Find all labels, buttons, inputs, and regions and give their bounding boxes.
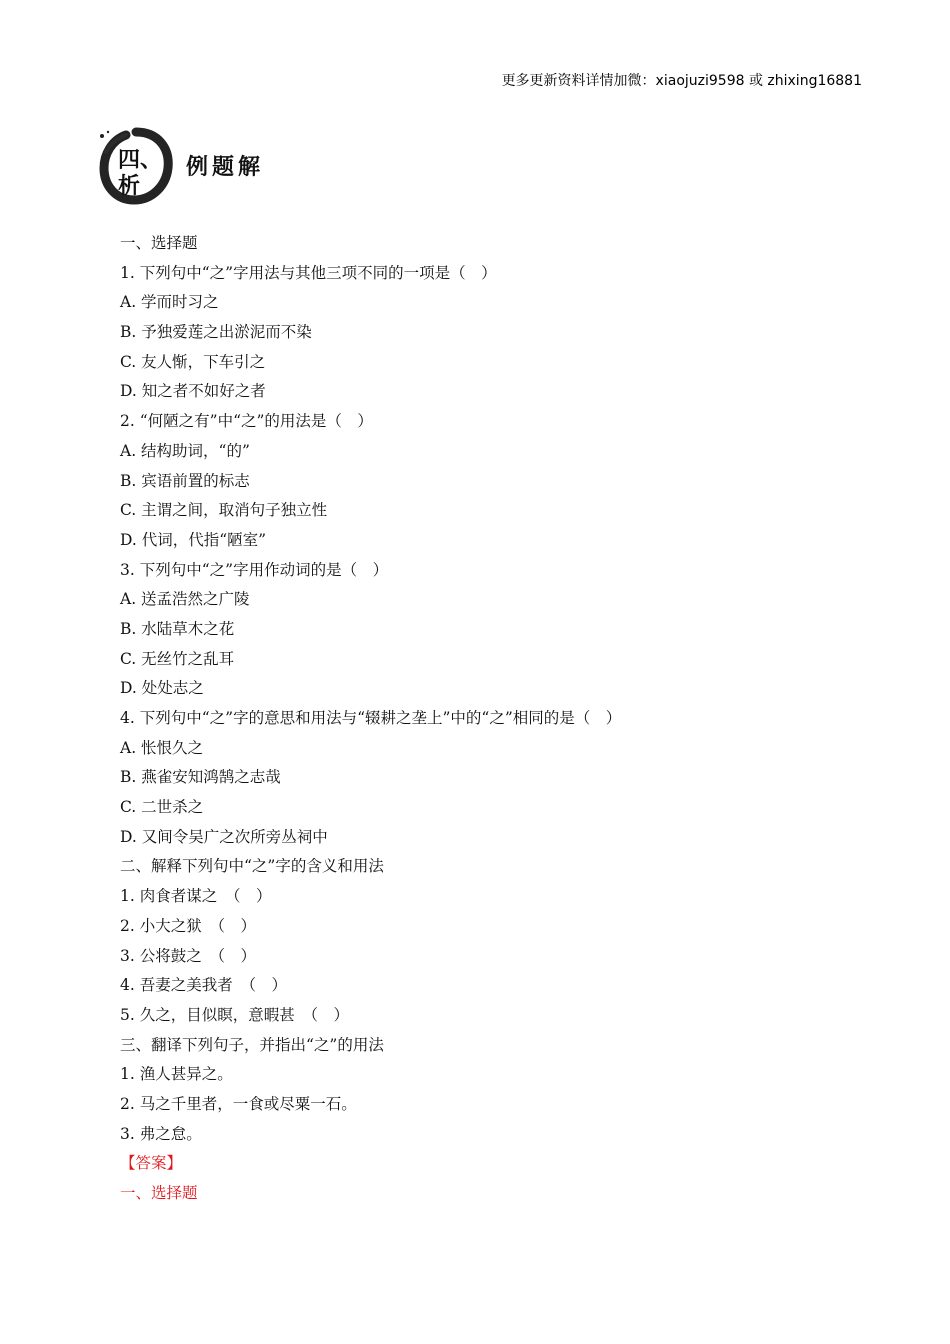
- text-line: A. 送孟浩然之广陵: [120, 590, 250, 609]
- text-line: 5. 久之，目似瞑，意暇甚 （ ）: [120, 1005, 349, 1024]
- text-line: 1. 肉食者谋之 （ ）: [120, 887, 272, 906]
- text-line: 1. 下列句中“之”字用法与其他三项不同的一项是（ ）: [120, 263, 497, 282]
- section-number: [118, 148, 163, 200]
- text-line: D. 处处志之: [120, 679, 204, 698]
- text-line: C. 友人惭，下车引之: [120, 352, 266, 371]
- text-line: 二、解释下列句中“之”字的含义和用法: [120, 857, 384, 876]
- text-line: 一、选择题: [120, 234, 198, 252]
- text-line: 3. 公将鼓之 （ ）: [120, 946, 256, 965]
- section-title: 例题解: [186, 155, 265, 180]
- text-line: A. 结构助词，“的”: [120, 441, 250, 460]
- text-line: 2. “何陋之有”中“之”的用法是（ ）: [120, 412, 373, 431]
- text-line: C. 主谓之间，取消句子独立性: [120, 501, 328, 520]
- text-line: D. 又间令吴广之次所旁丛祠中: [120, 827, 328, 846]
- text-line: 3. 下列句中“之”字用作动词的是（ ）: [120, 560, 389, 579]
- text-line: 1. 渔人甚异之。: [120, 1065, 233, 1084]
- section-heading: [96, 126, 316, 206]
- text-line: B. 燕雀安知鸿鹄之志哉: [120, 768, 281, 787]
- text-line: C. 二世杀之: [120, 798, 204, 817]
- header-note: 更多更新资料详情加微：xiaojuzi9598 或 zhixing16881: [501, 73, 862, 89]
- text-line: 4. 下列句中“之”字的意思和用法与“辍耕之垄上”中的“之”相同的是（ ）: [120, 709, 622, 727]
- text-line: C. 无丝竹之乱耳: [120, 649, 235, 668]
- text-line: B. 予独爱莲之出淤泥而不染: [120, 323, 312, 342]
- text-line: A. 学而时习之: [120, 293, 219, 312]
- text-line: 4. 吾妻之美我者 （ ）: [120, 976, 287, 995]
- text-line: 3. 弗之怠。: [120, 1124, 202, 1143]
- text-line: 2. 马之千里者，一食或尽粟一石。: [120, 1094, 357, 1113]
- text-line: 三、翻译下列句子，并指出“之”的用法: [120, 1035, 384, 1054]
- text-line: D. 代词，代指“陋室”: [120, 530, 267, 549]
- text-line: 2. 小大之狱 （ ）: [120, 916, 256, 935]
- question-content: [120, 229, 860, 1209]
- text-line: B. 水陆草木之花: [120, 619, 235, 638]
- answer-section-heading: 一、选择题: [120, 1184, 198, 1202]
- section-number-line1: 四、: [118, 148, 163, 173]
- answer-label: 【答案】: [120, 1154, 183, 1173]
- section-number-line2: 析: [118, 174, 141, 199]
- text-line: D. 知之者不如好之者: [120, 382, 266, 401]
- text-line: A. 怅恨久之: [120, 738, 204, 757]
- text-line: B. 宾语前置的标志: [120, 471, 250, 490]
